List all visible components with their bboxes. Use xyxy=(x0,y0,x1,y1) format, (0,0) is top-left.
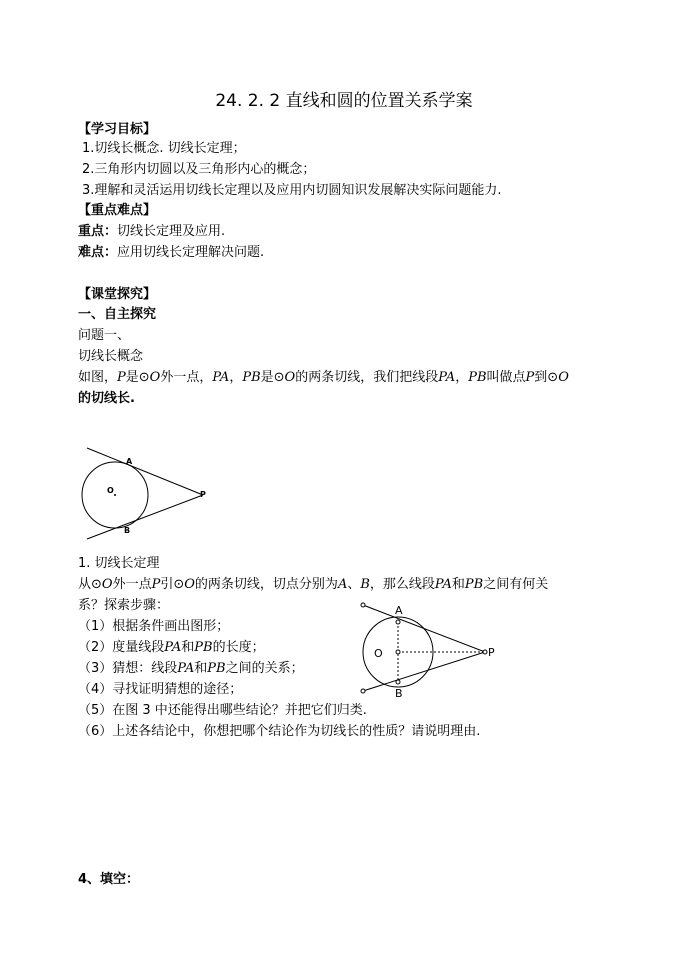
text-run: ， xyxy=(455,370,469,385)
text-run: 和 xyxy=(181,640,195,655)
math-var: PB xyxy=(207,661,226,676)
label-o: O xyxy=(107,486,114,495)
math-var: O xyxy=(149,370,161,385)
goal-item-3: 3.理解和灵活运用切线长定理以及应用内切圆知识发展解决实际问题能力. xyxy=(82,183,502,198)
step-3 xyxy=(78,661,304,677)
text-run: 从⊙ xyxy=(78,577,102,592)
difficult-label: 难点： xyxy=(78,245,118,260)
math-var: PA xyxy=(434,577,452,592)
point-a-marker xyxy=(396,620,400,624)
step-2 xyxy=(78,640,265,656)
step-4: （4）寻找证明猜想的途径； xyxy=(78,682,243,697)
label-p: P xyxy=(488,646,495,659)
step-6: （6）上述各结论中，你想把哪个结论作为切线长的性质？请说明理由. xyxy=(78,724,481,739)
goal-item-1: 1.切线长概念. 切线长定理； xyxy=(82,141,246,156)
math-var: O xyxy=(558,370,569,385)
math-var: PA xyxy=(438,370,456,385)
theorem-line-2: 系？探索步骤： xyxy=(78,598,170,613)
endpoint-marker xyxy=(361,689,365,693)
goal-item-2: 2.三角形内切圆以及三角形内心的概念； xyxy=(82,162,316,177)
math-var: B xyxy=(360,577,370,592)
text-run: 、 xyxy=(347,577,361,592)
explore-heading: 【课堂探究】 xyxy=(78,287,157,302)
math-var: P xyxy=(117,370,126,385)
definition-line-2: 的切线长. xyxy=(78,391,135,406)
tangent-line-pa xyxy=(363,605,485,652)
text-run: 到⊙ xyxy=(534,370,559,385)
key-label: 重点： xyxy=(78,224,118,239)
endpoint-marker xyxy=(361,603,365,607)
math-var: PB xyxy=(464,577,484,592)
key-text: 切线长定理及应用. xyxy=(117,224,226,239)
text-run: 的长度； xyxy=(212,640,265,655)
step-5: （5）在图 3 中还能得出哪些结论？并把它们归类. xyxy=(78,703,367,718)
difficult-point-line xyxy=(78,245,264,261)
text-run: 如图， xyxy=(78,370,118,385)
tangent-line-pa xyxy=(87,448,203,495)
label-a: A xyxy=(126,457,133,466)
text-run: 外一点， xyxy=(160,370,213,385)
math-var: P xyxy=(151,577,161,592)
math-var: O xyxy=(101,577,113,592)
text-run: 叫做点 xyxy=(486,370,526,385)
step-1: （1）根据条件画出图形； xyxy=(78,619,230,634)
text-run: （2）度量线段 xyxy=(78,640,165,655)
math-var: PB xyxy=(468,370,487,385)
text-run: 的两条切线，我们把线段 xyxy=(295,370,439,385)
learning-goals-heading: 【学习目标】 xyxy=(78,122,157,137)
section-self-explore: 一、自主探究 xyxy=(78,307,157,322)
math-var: PA xyxy=(177,661,195,676)
key-points-heading: 【重点难点】 xyxy=(78,203,157,218)
point-b-marker xyxy=(396,680,400,684)
concept-title: 切线长概念 xyxy=(78,349,144,364)
text-run: 之间的关系； xyxy=(225,661,304,676)
tangent-figure-1 xyxy=(78,440,218,540)
text-run: 之间有何关 xyxy=(483,577,549,592)
tangent-line-pb xyxy=(87,495,203,539)
fill-blank-heading: 4、填空： xyxy=(78,872,140,887)
math-var: P xyxy=(525,370,535,385)
definition-line-1 xyxy=(78,370,569,386)
text-run: 的两条切线，切点分别为 xyxy=(194,577,338,592)
theorem-line-1 xyxy=(78,577,548,593)
text-run: 是⊙ xyxy=(125,370,150,385)
point-o-marker xyxy=(396,650,400,654)
math-var: O xyxy=(184,577,195,592)
label-b: B xyxy=(124,526,131,535)
difficult-text: 应用切线长定理解决问题. xyxy=(117,245,265,260)
text-run: （3）猜想：线段 xyxy=(78,661,178,676)
text-run: ， xyxy=(229,370,243,385)
question-one: 问题一、 xyxy=(78,328,131,343)
text-run: 和 xyxy=(451,577,465,592)
theorem-title: 1. 切线长定理 xyxy=(78,556,160,571)
center-dot xyxy=(114,494,116,496)
label-o: O xyxy=(374,647,383,660)
label-b: B xyxy=(395,687,403,700)
math-var: PA xyxy=(212,370,230,385)
key-point-line xyxy=(78,224,225,240)
text-run: 引⊙ xyxy=(160,577,185,592)
text-run: 外一点 xyxy=(112,577,152,592)
label-p: P xyxy=(200,490,206,499)
math-var: O xyxy=(284,370,296,385)
label-a: A xyxy=(395,604,403,617)
point-p-marker xyxy=(483,650,487,654)
math-var: PA xyxy=(164,640,182,655)
text-run: ，那么线段 xyxy=(369,577,435,592)
text-run: 和 xyxy=(194,661,208,676)
text-run: 是⊙ xyxy=(260,370,285,385)
page-title: 24. 2. 2 直线和圆的位置关系学案 xyxy=(215,91,473,111)
math-var: PB xyxy=(194,640,213,655)
tangent-figure-2 xyxy=(350,598,500,700)
math-var: A xyxy=(337,577,348,592)
math-var: PB xyxy=(242,370,261,385)
